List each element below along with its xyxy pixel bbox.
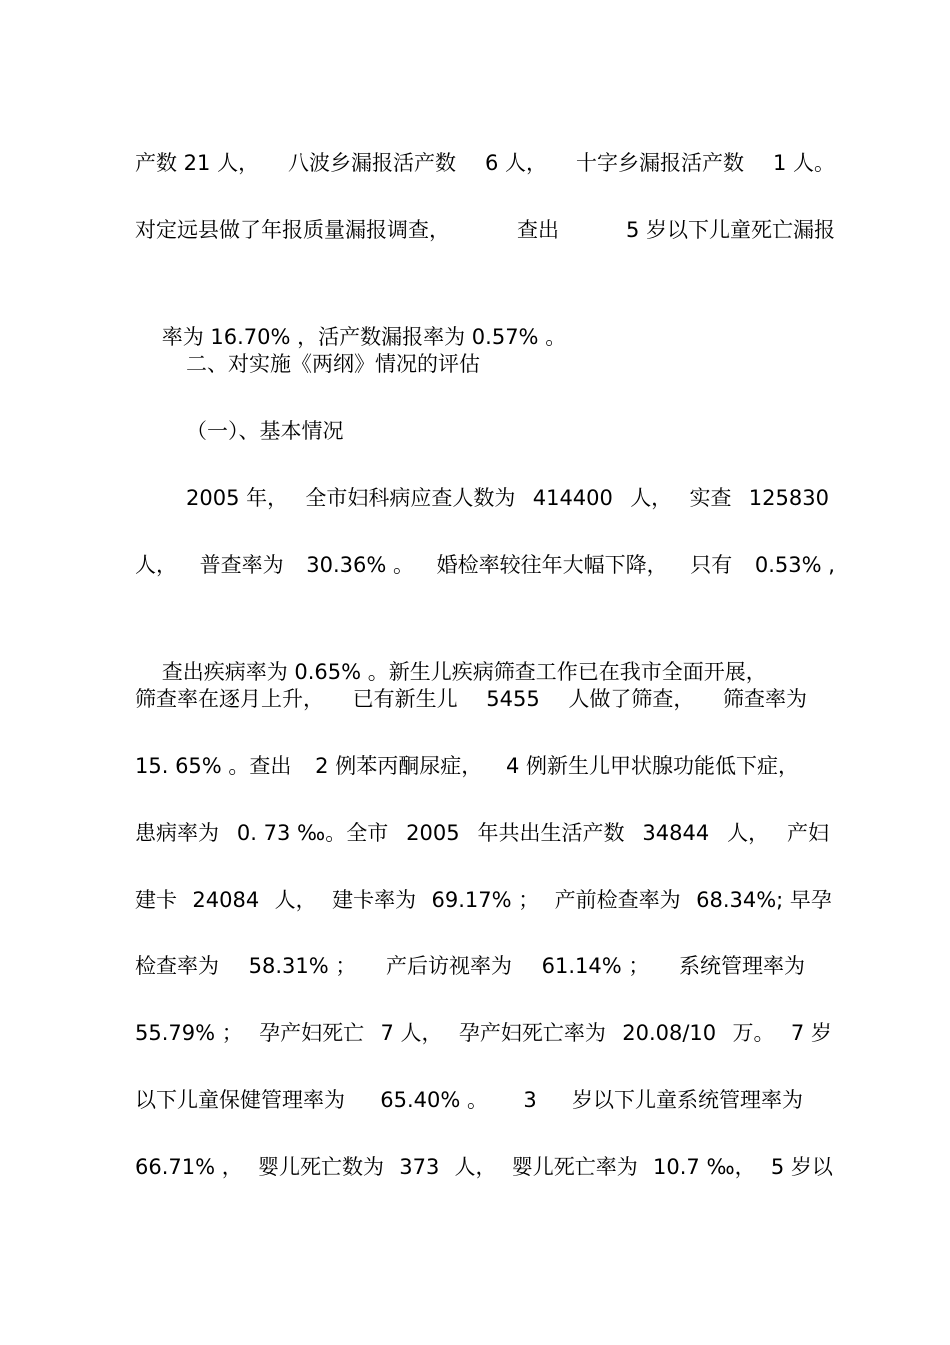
paragraph-2-line-4: 筛查率在逐月上升， 已有新生儿 5455 人做了筛查， 筛查率为 [135,687,807,711]
subsection-heading: （一）、基本情况 [186,419,344,443]
paragraph-2-line-5: 15. 65% 。查出 2 例苯丙酮尿症， 4 例新生儿甲状腺功能低下症， [135,754,799,778]
paragraph-1-line-1: 产数 21 人， 八波乡漏报活产数 6 人， 十字乡漏报活产数 1 人。 [135,151,835,175]
paragraph-2-line-9: 55.79% ； 孕产妇死亡 7 人， 孕产妇死亡率为 20.08/10 万。 7 岁 [135,1021,832,1045]
paragraph-2-line-6: 患病率为 0. 73 ‰。全市 2005 年共出生活产数 34844 人， 产妇 [135,821,829,845]
paragraph-1-line-3: 率为 16.70% ，活产数漏报率为 0.57% 。 [161,325,567,349]
paragraph-2-line-3: 查出疾病率为 0.65% 。新生儿疾病筛查工作已在我市全面开展， [161,660,767,684]
paragraph-2-line-8: 检查率为 58.31% ； 产后访视率为 61.14% ； 系统管理率为 [135,954,805,978]
paragraph-2-line-11: 66.71% ， 婴儿死亡数为 373 人， 婴儿死亡率为 10.7 ‰， 5 岁以 [135,1155,833,1179]
section-heading: 二、对实施《两纲》情况的评估 [186,352,480,376]
paragraph-1-line-2: 对定远县做了年报质量漏报调查， 查出 5 岁以下儿童死亡漏报 [135,218,835,242]
paragraph-2-line-1: 2005 年， 全市妇科病应查人数为 414400 人， 实查 125830 [186,486,829,510]
paragraph-2-line-2: 人， 普查率为 30.36% 。 婚检率较往年大幅下降， 只有 0.53% , [135,553,835,577]
paragraph-2-line-7: 建卡 24084 人， 建卡率为 69.17% ； 产前检查率为 68.34%; 早孕 [135,888,832,912]
paragraph-2-line-10: 以下儿童保健管理率为 65.40% 。 3 岁以下儿童系统管理率为 [135,1088,803,1112]
